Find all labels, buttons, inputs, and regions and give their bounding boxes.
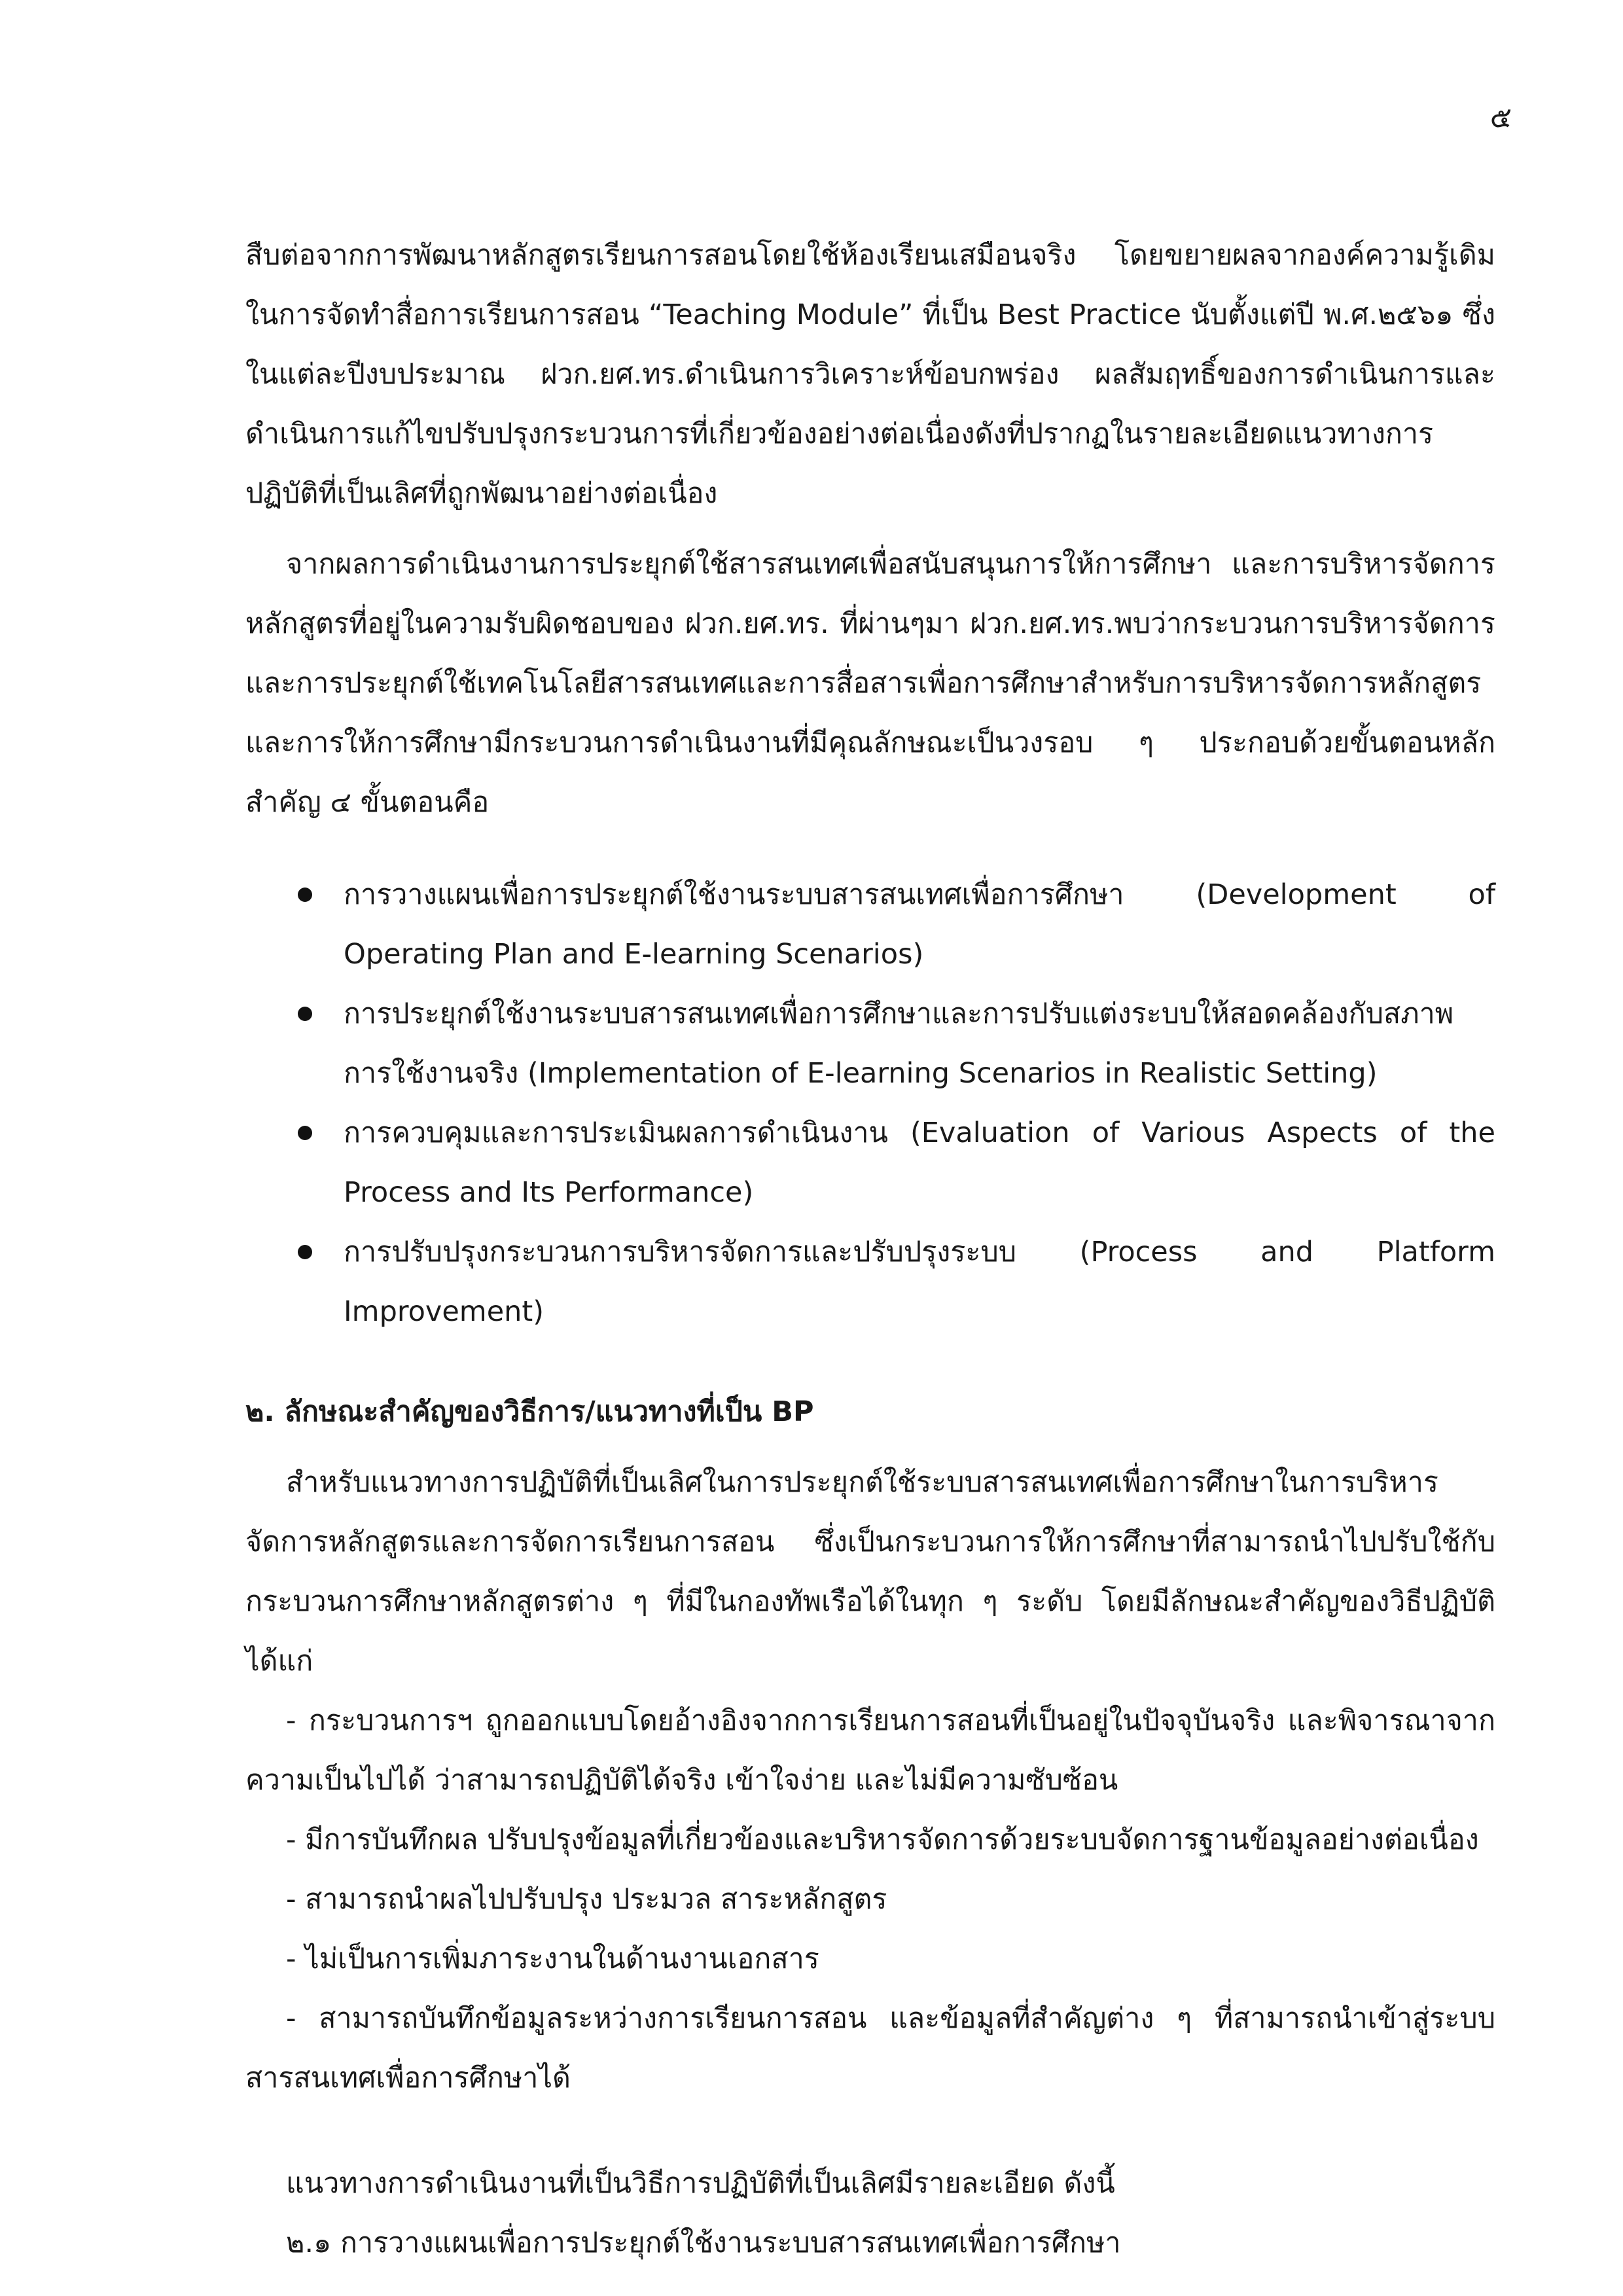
list-item-text: การปรับปรุงกระบวนการบริหารจัดการและปรับปรุงระบบ (Process and Platform Improvement)	[344, 1236, 1495, 1328]
characteristic-item: - กระบวนการฯ ถูกออกแบบโดยอ้างอิงจากการเรียนการสอนที่เป็นอยู่ในปัจจุบันจริง และพิจารณาจากความเป็นไปได้ ว่าสามารถปฏิบัติได้จริง เข้าใจง่าย และไม่มีความซับซ้อน	[245, 1704, 1495, 1797]
closing-line: แนวทางการดำเนินงานที่เป็นวิธีการปฏิบัติที่เป็นเลิศมีรายละเอียด ดังนี้	[286, 2167, 1115, 2200]
bullet-icon	[298, 888, 312, 902]
list-item	[245, 1103, 1495, 1223]
list-item-text: การควบคุมและการประเมินผลการดำเนินงาน (Evaluation of Various Aspects of the Process and Its Performance)	[344, 1117, 1495, 1209]
subsection-heading: ๒.๑ การวางแผนเพื่อการประยุกต์ใช้งานระบบสารสนเทศเพื่อการศึกษา	[286, 2227, 1121, 2259]
bullet-icon	[298, 1245, 312, 1259]
list-item-text: การวางแผนเพื่อการประยุกต์ใช้งานระบบสารสนเทศเพื่อการศึกษา (Development of Operating Plan and E-learning Scenarios)	[344, 878, 1495, 971]
list-item	[245, 984, 1495, 1103]
characteristic-item: - มีการบันทึกผล ปรับปรุงข้อมูลที่เกี่ยวข้องและบริหารจัดการด้วยระบบจัดการฐานข้อมูลอย่างต่อเนื่อง	[286, 1823, 1479, 1856]
page-number: ๕	[1489, 101, 1512, 134]
process-steps-list	[245, 865, 1495, 1342]
document-body	[245, 226, 1495, 2273]
bullet-icon	[298, 1126, 312, 1140]
characteristic-item: - สามารถนำผลไปปรับปรุง ประมวล สาระหลักสูตร	[286, 1883, 887, 1916]
characteristic-item: - สามารถบันทึกข้อมูลระหว่างการเรียนการสอน และข้อมูลที่สำคัญต่าง ๆ ที่สามารถนำเข้าสู่ระบบสารสนเทศเพื่อการศึกษาได้	[245, 2002, 1495, 2094]
list-item-text: การประยุกต์ใช้งานระบบสารสนเทศเพื่อการศึกษาและการปรับแต่งระบบให้สอดคล้องกับสภาพการใช้งานจริง (Implementation of E-learning Scenarios in Realistic Setting)	[344, 997, 1454, 1090]
section-intro: สำหรับแนวทางการปฏิบัติที่เป็นเลิศในการประยุกต์ใช้ระบบสารสนเทศเพื่อการศึกษาในการบริหารจัดการหลักสูตรและการจัดการเรียนการสอน ซึ่งเป็นกระบวนการให้การศึกษาที่สามารถนำไปปรับใช้กับกระบวนการศึกษาหลักสูตรต่าง ๆ ที่มีในกองทัพเรือได้ในทุก ๆ ระดับ โดยมีลักษณะสำคัญของวิธีปฏิบัติ ได้แก่	[245, 1466, 1495, 1677]
paragraph-results: จากผลการดำเนินงานการประยุกต์ใช้สารสนเทศเพื่อสนับสนุนการให้การศึกษา และการบริหารจัดการหลักสูตรที่อยู่ในความรับผิดชอบของ ฝวก.ยศ.ทร. ที่ผ่านๆมา ฝวก.ยศ.ทร.พบว่ากระบวนการบริหารจัดการและการประยุกต์ใช้เทคโนโลยีสารสนเทศและการสื่อสารเพื่อการศึกษาสำหรับการบริหารจัดการหลักสูตรและการให้การศึกษามีกระบวนการดำเนินงานที่มีคุณลักษณะเป็นวงรอบ ๆ ประกอบด้วยขั้นตอนหลักสำคัญ ๔ ขั้นตอนคือ	[245, 548, 1495, 819]
bullet-icon	[298, 1007, 312, 1021]
paragraph-intro: สืบต่อจากการพัฒนาหลักสูตรเรียนการสอนโดยใช้ห้องเรียนเสมือนจริง โดยขยายผลจากองค์ความรู้เดิมในการจัดทำสื่อการเรียนการสอน “Teaching Module” ที่เป็น Best Practice นับตั้งแต่ปี พ.ศ.๒๕๖๑ ซึ่งในแต่ละปีงบประมาณ ฝวก.ยศ.ทร.ดำเนินการวิเคราะห์ข้อบกพร่อง ผลสัมฤทธิ์ของการดำเนินการและดำเนินการแก้ไขปรับปรุงกระบวนการที่เกี่ยวข้องอย่างต่อเนื่องดังที่ปรากฏในรายละเอียดแนวทางการปฏิบัติที่เป็นเลิศที่ถูกพัฒนาอย่างต่อเนื่อง	[245, 239, 1495, 510]
list-item	[245, 865, 1495, 984]
section-heading: ๒. ลักษณะสำคัญของวิธีการ/แนวทางที่เป็น BP	[245, 1395, 814, 1428]
list-item	[245, 1223, 1495, 1342]
characteristic-item: - ไม่เป็นการเพิ่มภาระงานในด้านงานเอกสาร	[286, 1943, 819, 1975]
